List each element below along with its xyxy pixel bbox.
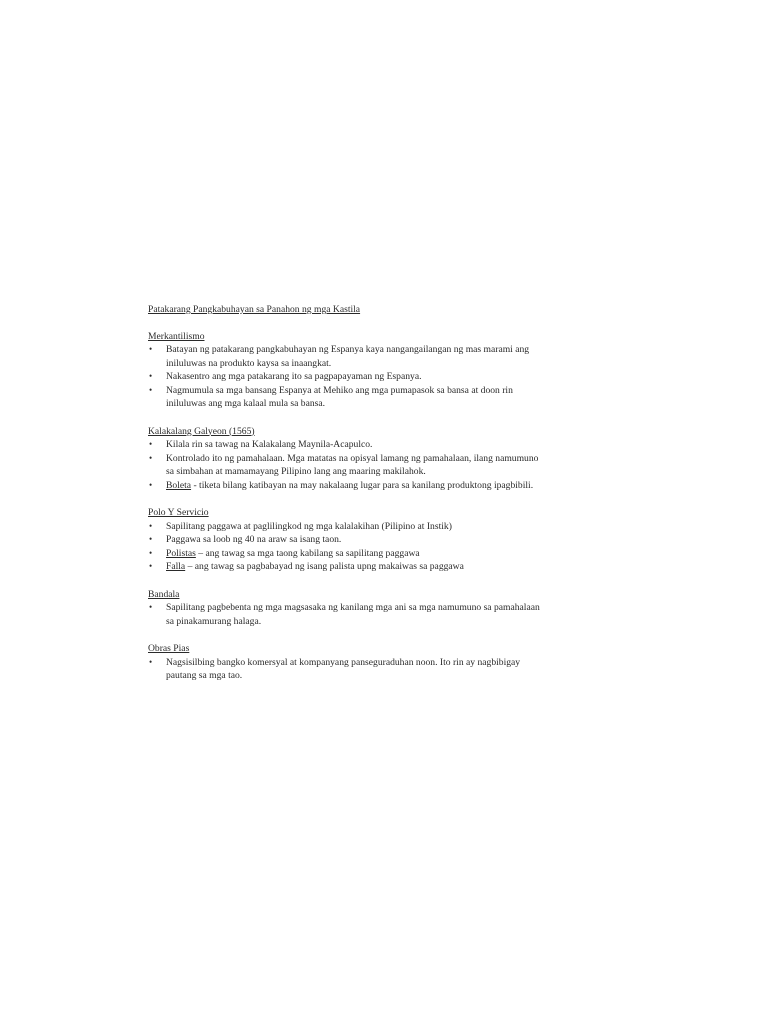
list-item xyxy=(148,560,548,574)
item-text: Batayan ng patakarang pangkabuhayan ng Espanya kaya nangangailangan ng mas marami ang iniluluwas na produkto kaysa sa inaangkat. xyxy=(166,344,530,369)
section-heading: Bandala xyxy=(148,588,180,600)
section-heading: Polo Y Servicio xyxy=(148,507,209,518)
list-item xyxy=(148,520,548,534)
bullet-list xyxy=(148,601,548,628)
bullet-icon: • xyxy=(149,384,153,395)
section xyxy=(148,506,548,574)
bullet-icon: • xyxy=(149,439,153,449)
bullet-icon: • xyxy=(149,656,153,667)
list-item xyxy=(148,370,548,384)
list-item xyxy=(148,547,548,561)
term: Falla xyxy=(166,561,186,572)
item-text: Kontrolado ito ng pamahalaan. Mga matatas na opisyal lamang ng pamahalaan, ilang namumuno sa simbahan at mamamayang Pilipino lang ang maaring makilahok. xyxy=(166,452,539,477)
section-heading: Kalakalang Galyeon (1565) xyxy=(148,425,255,437)
section xyxy=(148,330,548,411)
list-item xyxy=(148,452,548,479)
section xyxy=(148,425,548,493)
section-heading: Merkantilismo xyxy=(148,330,205,342)
item-text: – ang tawag sa mga taong kabilang sa sapilitang paggawa xyxy=(195,547,420,559)
list-item xyxy=(148,343,548,370)
section xyxy=(148,642,548,683)
term: Polistas xyxy=(166,547,196,559)
item-text: Paggawa sa loob ng 40 na araw sa isang taon. xyxy=(166,534,342,545)
section-heading: Obras Pias xyxy=(148,643,190,654)
bullet-icon: • xyxy=(149,534,153,544)
section xyxy=(148,588,548,629)
item-text: Nagsisilbing bangko komersyal at kompanyang panseguraduhan noon. Ito rin ay nagbibigay pautang sa mga tao. xyxy=(166,656,521,681)
item-text: Sapilitang pagbebenta ng mga magsasaka ng kanilang mga ani sa mga namumuno sa pamahalaan sa pinakamurang halaga. xyxy=(166,602,540,627)
document-title: Patakarang Pangkabuhayan sa Panahon ng mga Kastila xyxy=(148,304,361,315)
list-item xyxy=(148,479,548,493)
bullet-icon: • xyxy=(149,479,153,490)
item-text: Nakasentro ang mga patakarang ito sa pagpapayaman ng Espanya. xyxy=(166,371,422,382)
bullet-icon: • xyxy=(149,547,153,558)
bullet-icon: • xyxy=(149,561,153,571)
item-text: Nagmumula sa mga bansang Espanya at Mehiko ang mga pumapasok sa bansa at doon rin iniluluwas ang mga kalaal mula sa bansa. xyxy=(166,384,513,409)
bullet-list xyxy=(148,656,548,683)
item-text: - tiketa bilang katibayan na may nakalaang lugar para sa kanilang produktong ipagbibili. xyxy=(191,479,534,491)
list-item xyxy=(148,384,548,411)
bullet-list xyxy=(148,438,548,492)
bullet-icon: • xyxy=(149,452,153,463)
bullet-list xyxy=(148,343,548,411)
list-item xyxy=(148,438,548,452)
list-item xyxy=(148,656,548,683)
item-text: – ang tawag sa pagbabayad ng isang palista upng makaiwas sa paggawa xyxy=(185,561,464,572)
bullet-list xyxy=(148,520,548,574)
bullet-icon: • xyxy=(149,371,153,381)
bullet-icon: • xyxy=(149,520,153,531)
term: Boleta xyxy=(166,479,192,491)
bullet-icon: • xyxy=(149,344,153,354)
item-text: Sapilitang paggawa at paglilingkod ng mga kalalakihan (Pilipino at Instik) xyxy=(166,520,452,532)
item-text: Kilala rin sa tawag na Kalakalang Maynila-Acapulco. xyxy=(166,439,373,450)
document-page xyxy=(148,303,548,697)
list-item xyxy=(148,601,548,628)
list-item xyxy=(148,533,548,547)
document-sections xyxy=(148,330,548,683)
bullet-icon: • xyxy=(149,602,153,612)
